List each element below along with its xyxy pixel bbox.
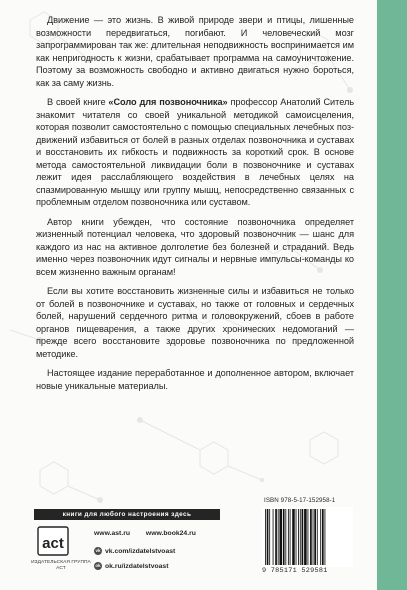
vk-address: vk.com/izdatelstvoast <box>105 547 176 555</box>
ast-logo <box>34 526 74 558</box>
barcode-bar <box>292 509 295 565</box>
barcode-bar <box>325 509 326 565</box>
paragraph-book <box>36 96 354 209</box>
barcode-bar <box>302 509 304 565</box>
barcode-bar <box>273 509 274 565</box>
barcode-bar <box>296 509 297 565</box>
barcode-bar <box>322 509 324 565</box>
ok-link[interactable] <box>94 562 168 570</box>
barcode-bar <box>313 509 314 565</box>
barcode-bar <box>314 509 316 565</box>
barcode-bar <box>267 509 269 565</box>
barcode-bar <box>308 509 309 565</box>
barcode-bar <box>298 509 299 565</box>
barcode-number: 9 785171 529581 <box>262 567 328 575</box>
paragraph-author: Автор книги убежден, что состояние позвоночника определяет жизненный потенциал человека, что здоровый позвоночник — шанс для каждого из нас на активное долголетие без болезней и страданий. Ведь именно через позвоночник идут сигналы и нервные импульсы-команды ко всем жизненно важным органам! <box>36 216 354 277</box>
publisher-name: ИЗДАТЕЛЬСКАЯ ГРУППА АСТ <box>31 560 91 571</box>
barcode-bar <box>283 509 285 565</box>
barcode-bar <box>278 509 279 565</box>
barcode-bar <box>317 509 318 565</box>
websites <box>94 530 210 537</box>
book-description-text: профессор Анатолий Ситель знакомит читателя со своей уникальной методикой самоисцеления, которая позволит самостоятельно с помощью специальных лечебных поз-движений избавиться от болей в разных отделах позвоночника и суставах и восстановить их гибкость и подвижность за короткий срок. В основе метода самостоятельной ликвидации боли в позвоночнике и суставах лежит идея расслабляющего воздействия в лечебных целях на спазмированную мышцу или группу мышц, непосредственно связанных с проблемным отделом позвоночника или суставом. <box>36 97 354 207</box>
barcode-bar <box>300 509 301 565</box>
barcode-bar <box>269 509 270 565</box>
barcode-bar <box>279 509 282 565</box>
barcode-bar <box>265 509 266 565</box>
vk-link[interactable] <box>94 547 175 555</box>
barcode-bar <box>320 509 321 565</box>
barcode-bar <box>304 509 307 565</box>
site-book24-link[interactable]: www.book24.ru <box>145 530 196 537</box>
barcode-bar <box>275 509 277 565</box>
paragraph-restore: Если вы хотите восстановить жизненные силы и избавиться не только от болей в позвоночнике и суставах, но также от головных и сердечных болей, нарушений сердечного ритма и головокружений, сбоев в работе органов пищеварения, а также других хронических недомоганий — прежде всего восстановите здоровье позвоночника по предложенной методике. <box>36 286 354 359</box>
barcode <box>262 507 353 567</box>
annotation-text <box>36 14 354 399</box>
vk-icon: vk <box>95 548 101 553</box>
paragraph-movement: Движение — это жизнь. В живой природе звери и птицы, лишенные возможности передвигаться, погибают. И человеческий мозг запрограммирован так же: длительная неподвижность воспринимается им как непригодность к жизни, срабатывает программа на самоуничтожение. Поэтому за возможность свободно и активно двигаться нужно бороться, как за саму жизнь. <box>36 15 354 88</box>
tagline-banner: книги для любого настроения здесь <box>34 509 220 520</box>
ok-icon: ok <box>95 563 101 568</box>
barcode-bar <box>285 509 286 565</box>
svg-text:act: act <box>42 535 64 552</box>
book-intro-text: В своей книге <box>47 97 109 107</box>
ok-address: ok.ru/izdatelstvoast <box>105 562 169 570</box>
barcode-bar <box>290 509 291 565</box>
isbn: ISBN 978-5-17-152958-1 <box>264 497 336 504</box>
barcode-bar <box>288 509 289 565</box>
paragraph-edition: Настоящее издание переработанное и дополненное автором, включает новые уникальные материалы. <box>36 368 354 391</box>
book-title: «Соло для позвоночника» <box>108 97 228 107</box>
barcode-bar <box>310 509 312 565</box>
site-ast-link[interactable]: www.ast.ru <box>94 530 131 537</box>
spine-strip <box>377 0 407 590</box>
